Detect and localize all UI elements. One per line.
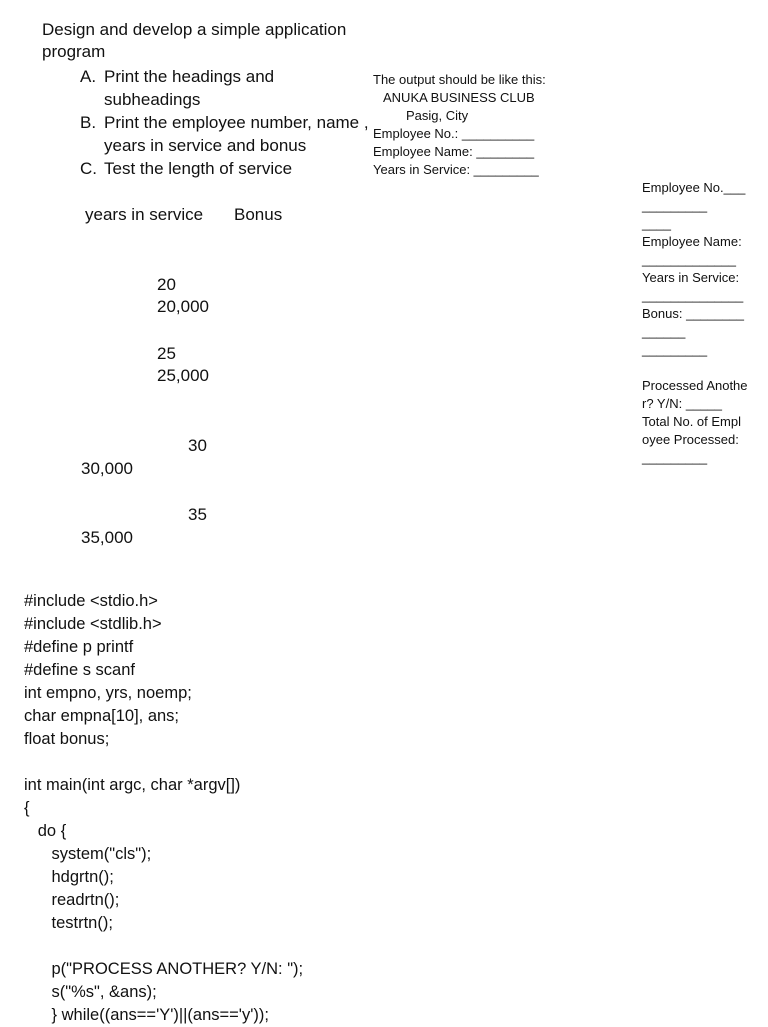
code-line: #define p printf <box>24 638 134 656</box>
code-line: p("PROCESS ANOTHER? Y/N: "); <box>24 960 304 978</box>
task-text: Test the length of service <box>104 159 293 178</box>
col-header-years: years in service <box>85 205 204 224</box>
code-line <box>24 751 303 774</box>
field-employee-no: Employee No.____________ <box>642 180 746 213</box>
field-total: Total No. of Employee Processed: _________ <box>642 414 741 465</box>
task-heading-line2: program <box>42 42 106 61</box>
row-years: 25 <box>157 344 176 363</box>
field-bonus-tail: _________ <box>642 342 708 357</box>
sample-lead: The output should be like this: <box>373 72 546 87</box>
row-bonus: 25,000 <box>157 366 209 385</box>
code-line: #define s scanf <box>24 661 135 679</box>
field-employee-no-tail: ____ <box>642 216 671 231</box>
club-city: Pasig, City <box>406 108 469 123</box>
field-years: Years in Service: ______________ <box>642 270 744 303</box>
row-bonus: 20,000 <box>157 297 209 316</box>
field-employee-name: Employee Name: _____________ <box>642 234 742 267</box>
field-processed: Processed Another? Y/N: _____ <box>642 378 748 411</box>
code-line: { <box>24 799 30 817</box>
code-line: hdgrtn(); <box>24 868 114 886</box>
task-item-a <box>80 65 372 111</box>
task-marker: A. <box>80 67 97 86</box>
field-list <box>642 179 748 467</box>
task-item-b <box>80 111 372 157</box>
task-description <box>42 19 372 180</box>
row-years: 35 <box>188 505 207 524</box>
task-text: Print the employee number, name , years in service and bonus <box>104 113 369 155</box>
col-header-bonus: Bonus <box>234 205 283 224</box>
code-listing <box>24 590 303 1027</box>
sample-years: Years in Service: _________ <box>373 162 539 177</box>
task-list <box>42 65 372 180</box>
code-line <box>24 935 303 958</box>
task-heading-line1: Design and develop a simple application <box>42 20 347 39</box>
field-bonus: Bonus: ______________ <box>642 306 744 339</box>
task-item-c <box>80 157 372 180</box>
row-bonus: 30,000 <box>81 459 133 478</box>
code-line: float bonus; <box>24 730 110 748</box>
code-line: s("%s", &ans); <box>24 983 157 1001</box>
code-line: #include <stdio.h> <box>24 592 158 610</box>
code-line: int main(int argc, char *argv[]) <box>24 776 241 794</box>
code-line: int empno, yrs, noemp; <box>24 684 192 702</box>
code-line: } while((ans=='Y')||(ans=='y')); <box>24 1006 269 1024</box>
code-line: char empna[10], ans; <box>24 707 180 725</box>
code-line: system("cls"); <box>24 845 152 863</box>
task-heading <box>42 19 372 63</box>
task-marker: B. <box>80 113 97 132</box>
code-line: do { <box>24 822 67 840</box>
row-years: 20 <box>157 275 176 294</box>
row-bonus: 35,000 <box>81 528 133 547</box>
sample-employee-no: Employee No.: __________ <box>373 126 535 141</box>
code-line: testrtn(); <box>24 914 113 932</box>
sample-employee-name: Employee Name: ________ <box>373 144 535 159</box>
club-name: ANUKA BUSINESS CLUB <box>383 90 535 105</box>
task-text: Print the headings and subheadings <box>104 67 275 109</box>
task-marker: C. <box>80 159 97 178</box>
sample-output <box>373 71 546 179</box>
row-years: 30 <box>188 436 207 455</box>
code-line: #include <stdlib.h> <box>24 615 162 633</box>
code-line: readrtn(); <box>24 891 120 909</box>
